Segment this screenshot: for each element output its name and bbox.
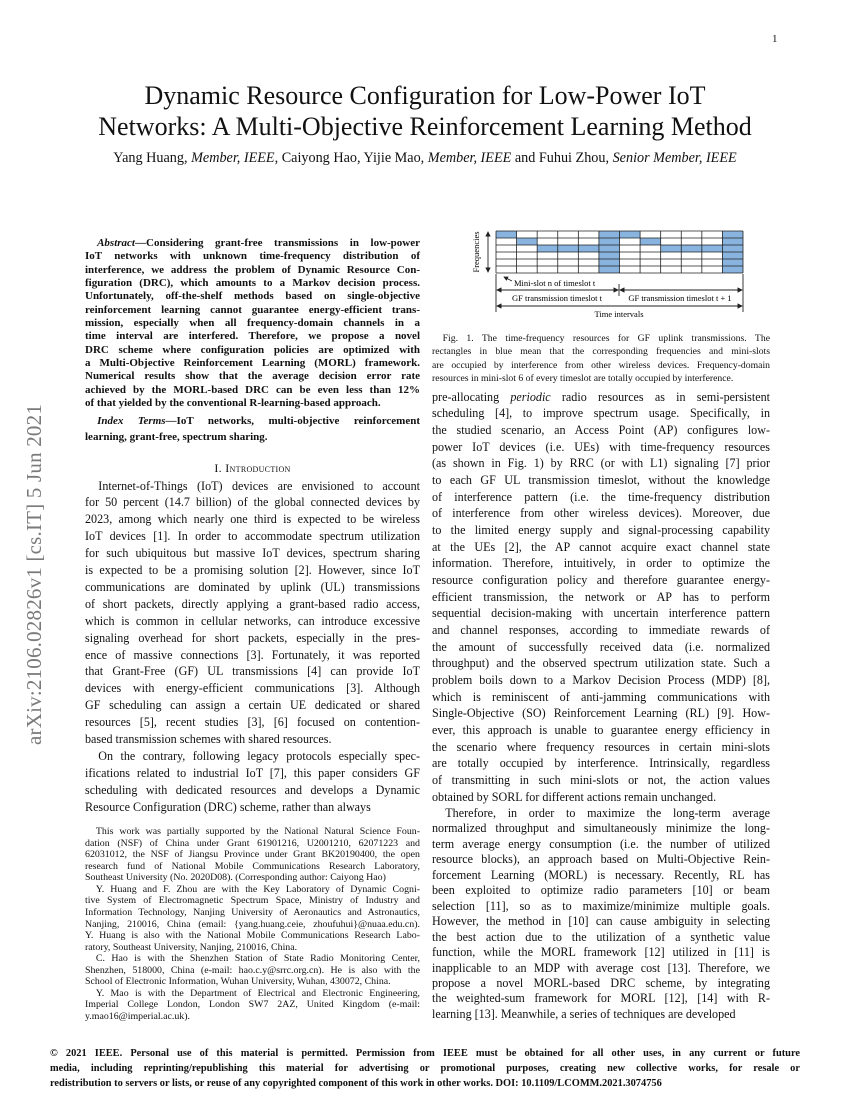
text-segment: tive System of Electromagnetic Spectrum Space, Ministry of Industry and — [85, 895, 420, 907]
text-segment: resources in mini-slot 6 of every timeslot are totally occupied by interference. — [432, 372, 734, 384]
text-segment: IoT devices [1]. In order to accommodate spectrum utilization — [85, 529, 420, 544]
text-segment: Member, IEEE — [427, 150, 512, 166]
text-line — [85, 304, 420, 317]
text-segment: learning [13]. Meanwhile, a series of techniques are developed — [432, 1006, 736, 1021]
text-segment: forcement Learning (MORL) is necessary. Recently, RL has — [432, 867, 770, 882]
introduction-left-column — [85, 478, 420, 816]
text-segment: term average energy consumption (i.e. the number of utilized — [432, 836, 770, 851]
text-segment: of that yielded by the conventional R-learning-based approach. — [85, 397, 381, 410]
text-segment: learning, grant-free, spectrum sharing. — [85, 431, 268, 443]
text-line — [432, 555, 770, 572]
text-line — [85, 965, 420, 977]
text-segment: selection [11], so as to maximize/minimize multiple goals. — [432, 898, 770, 913]
right-column-paragraph-2 — [432, 806, 770, 1022]
text-segment: resources [5], recent studies [3], [6] focused on contention- — [85, 715, 420, 730]
text-segment: for such ubiquitous but massive IoT devices, spectrum sharing — [85, 546, 420, 561]
text-segment: of interference pattern (i.e. the time-frequency distribution — [432, 489, 770, 504]
text-line — [432, 389, 770, 406]
text-line — [50, 1076, 800, 1091]
text-line — [50, 1046, 800, 1061]
text-line — [85, 782, 420, 799]
text-line — [85, 511, 420, 528]
text-line — [85, 838, 420, 850]
text-segment: However, the method in [10] can cause ambiguity in selecting — [432, 914, 770, 929]
occupied-cell — [722, 238, 743, 245]
right-column-paragraph-1 — [432, 389, 770, 806]
text-segment: to the limited energy supply and signal-processing capability — [432, 523, 770, 538]
text-line — [85, 264, 420, 277]
text-line — [85, 849, 420, 861]
text-line — [432, 705, 770, 722]
text-segment: the best action due to the utilization of a synthetic value — [432, 929, 770, 944]
text-segment: —Considering grant-free transmissions in low-power — [135, 237, 420, 249]
occupied-cell — [620, 231, 641, 238]
text-segment: time interval are interfered. Therefore, we propose a novel — [85, 330, 420, 343]
text-segment: Internet-of-Things (IoT) devices are envisioned to account — [98, 478, 420, 493]
text-segment: GF scheduling can assign a certain UE dedicated or shared — [85, 698, 420, 713]
text-segment: Y. Huang is also with the National Mobile Communications Research Labo- — [85, 930, 420, 942]
text-segment: devices with energy-efficient communications [3]. Although — [85, 681, 420, 696]
text-line — [432, 639, 770, 656]
section-heading-introduction: I. Introduction — [214, 461, 291, 475]
text-line — [85, 357, 420, 370]
text-line — [432, 821, 770, 836]
text-segment: This work was partially supported by the National Natural Science Foun- — [95, 826, 420, 837]
text-line — [85, 317, 420, 330]
text-segment: On the contrary, following legacy protocols especially spec- — [98, 749, 420, 763]
text-line — [85, 413, 420, 429]
text-line — [85, 988, 420, 1000]
text-line — [432, 945, 770, 960]
text-line — [85, 494, 420, 511]
occupied-cell — [681, 245, 702, 252]
figure-1-time-frequency-grid — [450, 222, 770, 327]
occupied-cell — [722, 231, 743, 238]
timeslot-t-label: GF transmission timeslot t — [512, 293, 602, 303]
text-line — [85, 545, 420, 562]
text-line — [432, 1007, 770, 1022]
text-segment: of short packets, directly applying a grant-based radio access, — [85, 596, 420, 611]
text-line — [432, 852, 770, 867]
timeslot-t1-label: GF transmission timeslot t + 1 — [628, 293, 732, 303]
text-segment: research fund of National Mobile Communications Research Laboratory, — [85, 860, 420, 872]
text-segment: ever, this approach is unable to guarantee energy efficiency in — [432, 723, 770, 738]
paper-title — [0, 80, 850, 142]
text-line — [85, 953, 420, 965]
occupied-cell — [722, 259, 743, 266]
text-segment: scheduling with dedicated resources and develops a Dynamic — [85, 782, 420, 797]
occupied-cell — [599, 238, 620, 245]
minislot-pointer-arrow — [504, 277, 512, 281]
text-segment: to each GF UL transmission timeslot, without the knowledge — [432, 473, 770, 488]
text-line — [85, 680, 420, 697]
occupied-cell — [599, 266, 620, 273]
text-line — [85, 647, 420, 664]
text-segment: IoT networks with unknown time-frequency distribution of — [85, 250, 420, 263]
text-segment: Information Technology, Nanjing University of Aeronautics and Astronautics, — [85, 906, 420, 918]
text-line — [432, 472, 770, 489]
text-line — [85, 384, 420, 397]
text-segment: Therefore, in order to maximize the long-term average — [445, 806, 770, 820]
text-line — [432, 422, 770, 439]
text-segment: achieved by the MORL-based DRC can be even less than 12% — [85, 383, 420, 396]
text-line — [432, 739, 770, 756]
occupied-cell — [599, 259, 620, 266]
text-segment: interference, we address the problem of Dynamic Resource Con- — [85, 263, 420, 276]
text-segment: which is reminiscent of anti-jamming communications with — [432, 689, 770, 704]
text-segment: based transmission schemes with shared resources. — [85, 732, 332, 747]
occupied-cell — [599, 245, 620, 252]
text-line — [432, 672, 770, 689]
text-segment: dation (NSF) of China under Grant 61901216, U2001210, 62071223 and — [85, 837, 420, 849]
frequency-axis-label: Frequencies — [471, 231, 481, 273]
text-segment: DRC scheme where configuration policies are optimized with — [85, 343, 420, 356]
text-line — [85, 919, 420, 931]
text-line — [85, 826, 420, 838]
occupied-cell — [517, 238, 538, 245]
text-segment: redistribution to servers or lists, or reuse of any copyrighted component of this work in other works. DOI: 10.1109/LCOMM.2021.3074756 — [50, 1078, 662, 1089]
text-segment: C. Hao is with the Shenzhen Station of State Radio Monitoring Center, — [95, 953, 420, 965]
text-segment: at the UEs [2], the AP cannot acquire exact channel state — [432, 539, 770, 554]
text-segment: rectangles in blue mean that the corresponding frequencies and mini-slots — [432, 346, 770, 358]
text-segment: Index Terms — [97, 415, 166, 427]
text-line — [85, 596, 420, 613]
text-line — [85, 370, 420, 383]
text-line — [85, 765, 420, 782]
text-line — [432, 522, 770, 539]
text-line — [432, 572, 770, 589]
occupied-cell — [661, 245, 682, 252]
text-segment: 2023, among which nearly one third is expected to be wireless — [85, 512, 420, 527]
text-line — [432, 655, 770, 672]
text-line — [432, 505, 770, 522]
text-segment: Nanjing, 210016, China (email: {yang.huang.ceie, zhoufuhui}@nuaa.edu.cn). — [85, 918, 420, 930]
text-line — [85, 630, 420, 647]
text-line — [432, 359, 770, 372]
text-segment: the amount of successfully received data (i.e. normalized — [432, 639, 770, 654]
text-segment: throughput) and the observed spectrum utilization state. Such a — [432, 656, 770, 671]
text-line — [85, 429, 420, 445]
text-segment: which is common in cellular networks, can introduce excessive — [85, 613, 420, 628]
text-line — [85, 748, 420, 765]
author-list — [0, 150, 850, 167]
occupied-cell — [558, 245, 579, 252]
text-line — [50, 1061, 800, 1076]
text-segment: radio resources as in semi-persistent — [550, 389, 770, 404]
text-segment: scheduling [4], to improve spectrum usage. Specifically, in — [432, 406, 770, 421]
minislot-label: Mini-slot n of timeslot t — [514, 278, 596, 288]
text-line — [85, 731, 420, 748]
text-line — [432, 961, 770, 976]
figure-1-caption — [432, 332, 770, 385]
text-line — [432, 539, 770, 556]
text-segment: ifications related to industrial IoT [7], this paper considers GF — [85, 765, 420, 780]
text-line — [85, 613, 420, 630]
text-segment: resource blocks), an approach based on Multi-Objective Rein- — [432, 852, 770, 867]
text-segment: is expected to be a promising solution [2]. However, since IoT — [85, 563, 420, 578]
text-line — [432, 345, 770, 358]
text-line — [432, 605, 770, 622]
text-segment: Fig. 1. The time-frequency resources for GF uplink transmissions. The — [442, 333, 770, 344]
occupied-cell — [640, 238, 661, 245]
text-line — [432, 589, 770, 606]
text-line — [432, 722, 770, 739]
text-segment: , Caiyong Hao, Yijie Mao, — [274, 150, 428, 166]
text-line — [432, 930, 770, 945]
text-segment: that Grant-Free (GF) UL transmissions [4] can provide IoT — [85, 664, 420, 679]
text-line — [432, 489, 770, 506]
text-line — [85, 861, 420, 873]
text-segment: information. Therefore, intuitively, in order to optimize the — [432, 556, 770, 571]
text-segment: propose a novel MORL-based DRC scheme, by integrating — [432, 975, 770, 990]
text-line — [432, 914, 770, 929]
copyright-notice — [50, 1046, 800, 1091]
text-segment: signaling overhead for short packets, especially in the pres- — [85, 630, 420, 645]
text-segment: inapplicable to an MDP with average cost [13]. Therefore, we — [432, 960, 770, 975]
title-line: Dynamic Resource Configuration for Low-Power IoT — [144, 81, 706, 110]
text-line — [85, 250, 420, 263]
text-segment: and channel responses, according to immediate rewards of — [432, 623, 770, 638]
text-line — [85, 663, 420, 680]
text-line — [432, 868, 770, 883]
text-line — [432, 991, 770, 1006]
text-line — [85, 397, 420, 410]
text-segment: Member, IEEE — [191, 150, 275, 166]
text-segment: —IoT networks, multi-objective reinforcement — [165, 415, 420, 427]
text-segment: y.mao16@imperial.ac.uk). — [85, 1011, 190, 1022]
text-segment: Southeast University (No. 2020D08). (Corresponding author: Caiyong Hao) — [85, 872, 386, 884]
occupied-cell — [722, 252, 743, 259]
text-segment: the studied scenario, an Access Point (AP) configures low- — [432, 423, 770, 438]
text-line — [85, 697, 420, 714]
occupied-cell — [578, 245, 599, 252]
title-line: Networks: A Multi-Objective Reinforcement Learning Method — [98, 112, 752, 141]
text-line — [85, 999, 420, 1011]
text-line — [432, 405, 770, 422]
text-segment: efficient transmission, the network or AP has to perform — [432, 589, 770, 604]
text-line — [85, 930, 420, 942]
text-segment: Single-Objective (SO) Reinforcement Learning (RL) [9]. How- — [432, 706, 770, 721]
text-line — [432, 899, 770, 914]
text-segment: Unfortunately, off-the-shelf methods based on single-objective — [85, 290, 420, 303]
text-line — [85, 478, 420, 495]
text-line — [432, 837, 770, 852]
text-line — [85, 277, 420, 290]
text-segment: resource configuration policy and therefore guarantee energy- — [432, 573, 770, 588]
text-segment: are totally occupied by interference. Intrinsically, regardless — [432, 756, 770, 771]
occupied-cell — [599, 252, 620, 259]
text-segment: Shenzhen, 518000, China (e-mail: hao.c.y@srrc.org.cn). He is also with the — [85, 964, 420, 976]
text-segment: for 50 percent (14.7 billion) of the global connected devices by — [85, 495, 420, 510]
text-segment: of transmitting in such mini-slots or not, the action values — [432, 773, 770, 788]
text-segment: Y. Huang and F. Zhou are with the Key Laboratory of Dynamic Cogni- — [95, 883, 420, 895]
text-segment: been exploited to optimize radio parameters [10] or beam — [432, 883, 770, 898]
text-segment: Numerical results show that the average decision error rate — [85, 370, 420, 383]
text-line — [85, 895, 420, 907]
text-line — [85, 528, 420, 545]
text-segment: 62031012, the NSF of Jiangsu Province under Grant BK20190400, the open — [85, 849, 420, 861]
text-segment: a Multi-Objective Reinforcement Learning (MORL) framework. — [85, 357, 420, 370]
text-line — [85, 942, 420, 954]
text-segment: Imperial College London, London SW7 2AZ, United Kingdom (e-mail: — [85, 999, 420, 1011]
text-line — [85, 290, 420, 303]
text-line — [432, 689, 770, 706]
text-line — [85, 579, 420, 596]
text-line — [432, 455, 770, 472]
text-segment: ence of massive connections [3]. Fortunately, it was reported — [85, 647, 420, 662]
occupied-cell — [496, 231, 517, 238]
text-segment: Resource Configuration (DRC) scheme, rather than always — [85, 799, 371, 814]
text-line — [432, 789, 770, 806]
text-line — [432, 622, 770, 639]
text-segment: Abstract — [97, 237, 135, 249]
text-segment: sequential decision-making with uncertain interference pattern — [432, 606, 770, 621]
text-segment: are occupied by interference from other wireless devices. Frequency-domain — [432, 359, 770, 371]
text-segment: Yang Huang, — [113, 150, 192, 166]
text-segment: normalized throughput and simultaneously minimize the long- — [432, 821, 770, 836]
text-segment: power IoT devices (i.e. UEs) with time-frequency resources — [432, 439, 770, 454]
text-segment: the scenario where frequency resources in certain mini-slots — [432, 739, 770, 754]
text-segment: of interference from other wireless devices). Moreover, due — [432, 506, 770, 521]
text-segment: problem boils down to a Markov Decision Process (MDP) [8], — [432, 673, 770, 688]
footnotes — [85, 826, 420, 1023]
arxiv-identifier: arXiv:2106.02826v1 [cs.IT] 5 Jun 2021 — [22, 403, 46, 745]
text-line — [85, 976, 420, 988]
occupied-cell — [599, 231, 620, 238]
text-segment: mission, especially when all frequency-domain channels in a — [85, 317, 420, 330]
text-line — [432, 883, 770, 898]
text-line — [85, 237, 420, 250]
text-segment: media, including reprinting/republishing this material for advertising or promotional purposes, creating new collective works, for resale or — [50, 1063, 800, 1074]
occupied-cell — [722, 245, 743, 252]
text-line — [85, 330, 420, 343]
text-segment: communications are dominated by uplink (UL) transmissions — [85, 579, 420, 594]
text-line — [85, 714, 420, 731]
text-line — [432, 755, 770, 772]
text-line — [432, 772, 770, 789]
index-terms — [85, 413, 420, 445]
text-segment: function, while the MORL framework [12] utilized in [11] is — [432, 945, 770, 960]
text-segment: and Fuhui Zhou, — [511, 150, 613, 166]
text-segment: Senior Member, IEEE — [612, 150, 737, 166]
text-line — [432, 332, 770, 345]
page-number: 1 — [772, 33, 778, 45]
text-line — [85, 1011, 420, 1023]
text-segment: periodic — [510, 389, 551, 404]
occupied-cell — [702, 245, 723, 252]
text-line — [85, 562, 420, 579]
abstract — [85, 237, 420, 410]
text-line — [432, 806, 770, 821]
occupied-cell — [537, 245, 558, 252]
text-segment: Y. Mao is with the Department of Electrical and Electronic Engineering, — [95, 987, 420, 999]
text-segment: the weighted-sum framework for MORL [12], [14] with R- — [432, 991, 770, 1006]
text-segment: figuration (DRC), which amounts to a Markov decision process. — [85, 277, 420, 290]
text-line — [85, 799, 420, 816]
text-segment: (as shown in Fig. 1) by RRC (or with L1) signaling [7] prior — [432, 456, 770, 471]
text-line — [85, 884, 420, 896]
text-line — [85, 344, 420, 357]
text-line — [432, 372, 770, 385]
text-segment: ratory, Southeast University, Nanjing, 210016, China. — [85, 941, 298, 953]
text-line — [85, 907, 420, 919]
text-segment: © 2021 IEEE. Personal use of this material is permitted. Permission from IEEE must be obtained for all other uses, in any current or future — [50, 1048, 800, 1059]
time-intervals-label: Time intervals — [594, 309, 644, 319]
text-line — [432, 976, 770, 991]
text-segment: obtained by SORL for different actions remain unchanged. — [432, 789, 717, 804]
text-segment: pre-allocating — [432, 389, 511, 404]
text-segment: School of Electronic Information, Wuhan University, Wuhan, 430072, China. — [85, 976, 391, 988]
text-line — [85, 872, 420, 884]
text-segment: reinforcement learning cannot guarantee energy-efficient trans- — [85, 303, 420, 316]
occupied-cell — [722, 266, 743, 273]
text-line — [432, 439, 770, 456]
